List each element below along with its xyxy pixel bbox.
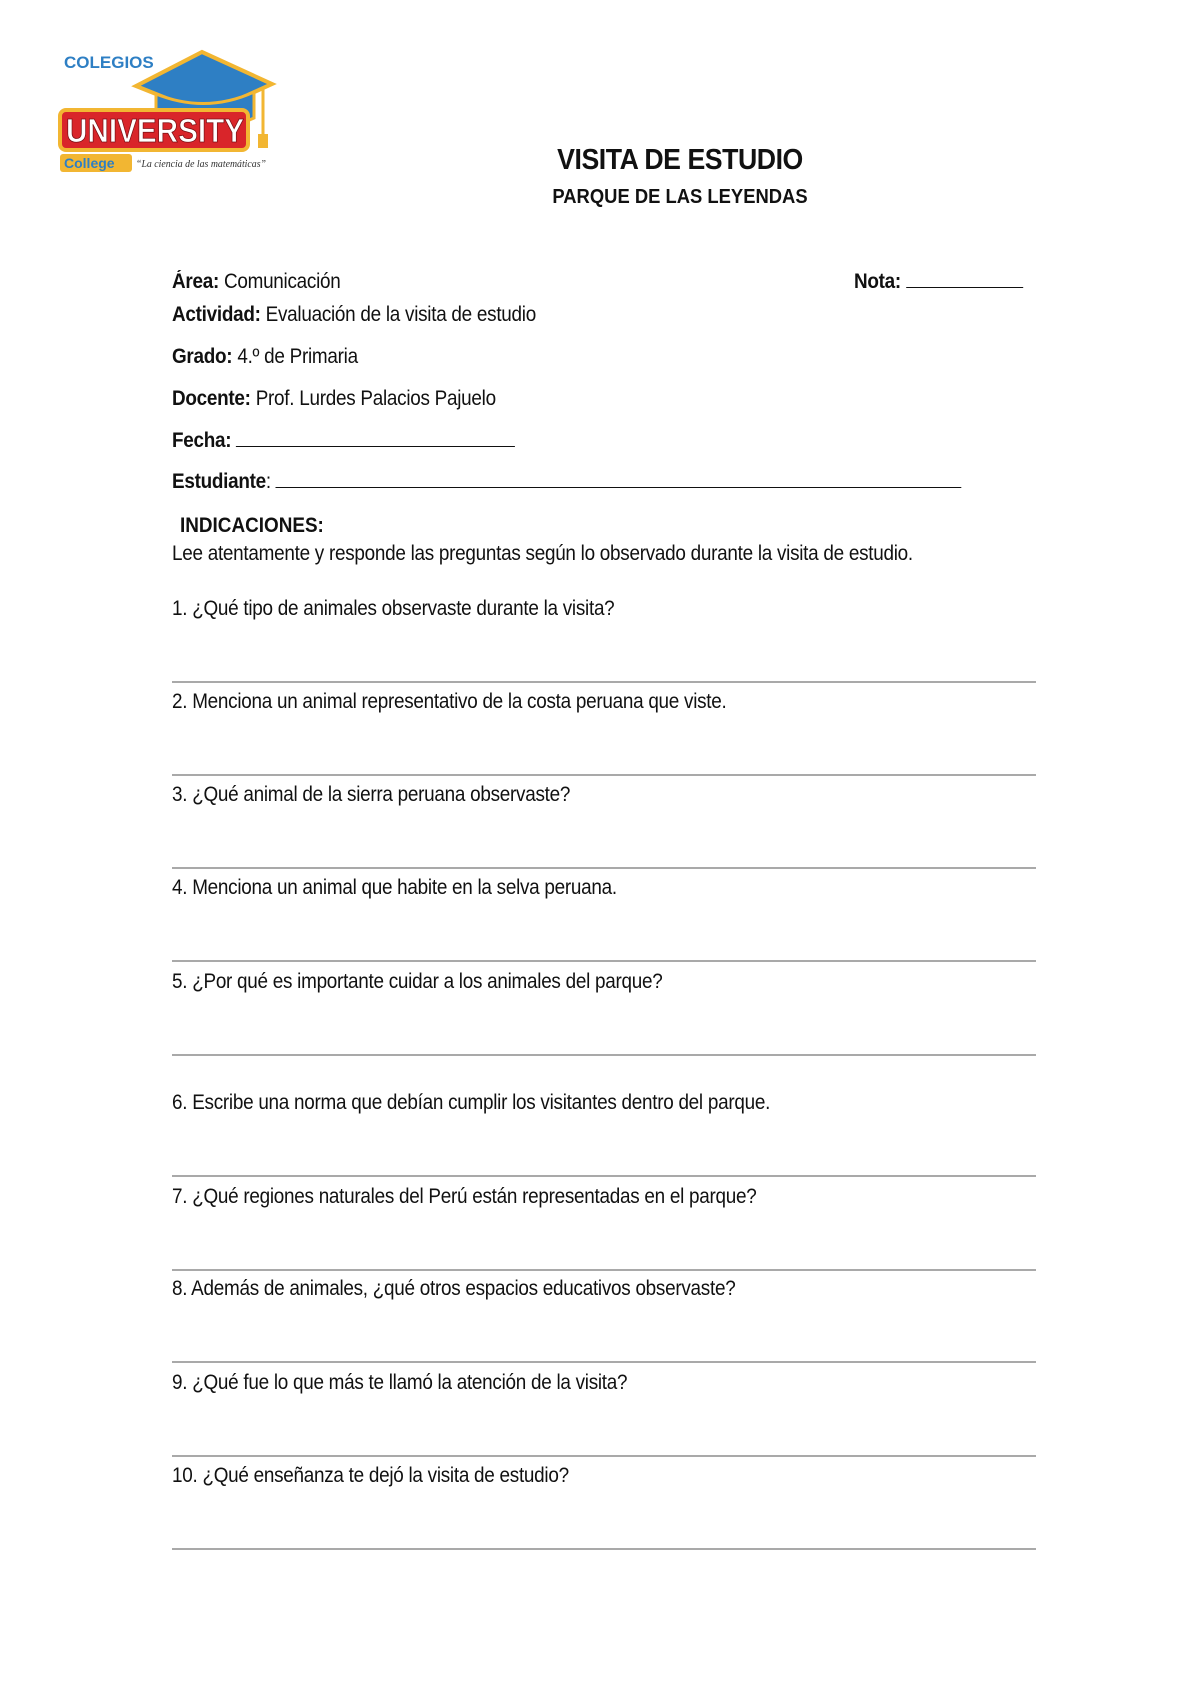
estudiante-label: Estudiante: [172, 470, 266, 493]
instructions-text: Lee atentamente y responde las preguntas según lo observado durante la visita de estudio.: [172, 542, 913, 565]
docente-field: [172, 387, 496, 411]
question-text: 3. ¿Qué animal de la sierra peruana observaste?: [172, 783, 571, 806]
docente-value: Prof. Lurdes Palacios Pajuelo: [255, 387, 496, 410]
estudiante-colon: :: [265, 470, 271, 493]
question-7: [172, 1185, 1042, 1209]
fecha-field: [172, 429, 515, 453]
question-text: 8. Además de animales, ¿qué otros espacios educativos observaste?: [172, 1277, 736, 1300]
actividad-field: [172, 303, 536, 327]
answer-line[interactable]: [172, 774, 1036, 776]
area-field: [172, 270, 340, 294]
question-5: [172, 970, 1042, 994]
answer-line[interactable]: [172, 681, 1036, 683]
nota-blank[interactable]: [906, 287, 1023, 288]
question-1: [172, 597, 1042, 621]
question-8: [172, 1277, 1042, 1301]
question-text: 4. Menciona un animal que habite en la selva peruana.: [172, 876, 617, 899]
answer-line[interactable]: [172, 867, 1036, 869]
fecha-blank[interactable]: [236, 446, 515, 447]
estudiante-blank[interactable]: [276, 487, 962, 488]
grado-label: Grado:: [172, 345, 233, 368]
logo-main-text: UNIVERSITY: [66, 112, 244, 149]
question-10: [172, 1464, 1042, 1488]
nota-label: Nota:: [854, 270, 901, 293]
question-6: [172, 1091, 1042, 1115]
graduation-cap-logo-icon: [58, 44, 298, 196]
question-text: 9. ¿Qué fue lo que más te llamó la atención de la visita?: [172, 1371, 628, 1394]
question-3: [172, 783, 1042, 807]
answer-line[interactable]: [172, 1548, 1036, 1550]
logo-tagline: “La ciencia de las matemáticas”: [136, 159, 267, 170]
question-text: 7. ¿Qué regiones naturales del Perú están representadas en el parque?: [172, 1185, 757, 1208]
question-text: 2. Menciona un animal representativo de la costa peruana que viste.: [172, 690, 727, 713]
question-text: 1. ¿Qué tipo de animales observaste durante la visita?: [172, 597, 615, 620]
answer-line[interactable]: [172, 1269, 1036, 1271]
grado-value: 4.º de Primaria: [237, 345, 358, 368]
answer-line[interactable]: [172, 1455, 1036, 1457]
docente-label: Docente:: [172, 387, 251, 410]
question-text: 5. ¿Por qué es importante cuidar a los animales del parque?: [172, 970, 663, 993]
question-text: 10. ¿Qué enseñanza te dejó la visita de estudio?: [172, 1464, 569, 1487]
question-4: [172, 876, 1042, 900]
answer-line[interactable]: [172, 1361, 1036, 1363]
nota-field: [854, 270, 1023, 294]
logo-top-text: COLEGIOS: [64, 53, 154, 72]
fecha-label: Fecha:: [172, 429, 232, 452]
page-title: VISITA DE ESTUDIO: [557, 144, 803, 176]
estudiante-field: [172, 470, 962, 494]
page-subtitle: PARQUE DE LAS LEYENDAS: [552, 186, 808, 208]
question-9: [172, 1371, 1042, 1395]
grado-field: [172, 345, 358, 369]
question-2: [172, 690, 1042, 714]
question-text: 6. Escribe una norma que debían cumplir los visitantes dentro del parque.: [172, 1091, 771, 1114]
instructions-title: INDICACIONES:: [180, 514, 324, 537]
logo-sub-text: College: [64, 155, 115, 171]
area-value: Comunicación: [223, 270, 341, 293]
school-logo: [58, 44, 298, 196]
answer-line[interactable]: [172, 1054, 1036, 1056]
actividad-label: Actividad:: [172, 303, 261, 326]
area-label: Área:: [172, 270, 219, 293]
answer-line[interactable]: [172, 1175, 1036, 1177]
answer-line[interactable]: [172, 960, 1036, 962]
actividad-value: Evaluación de la visita de estudio: [265, 303, 536, 326]
